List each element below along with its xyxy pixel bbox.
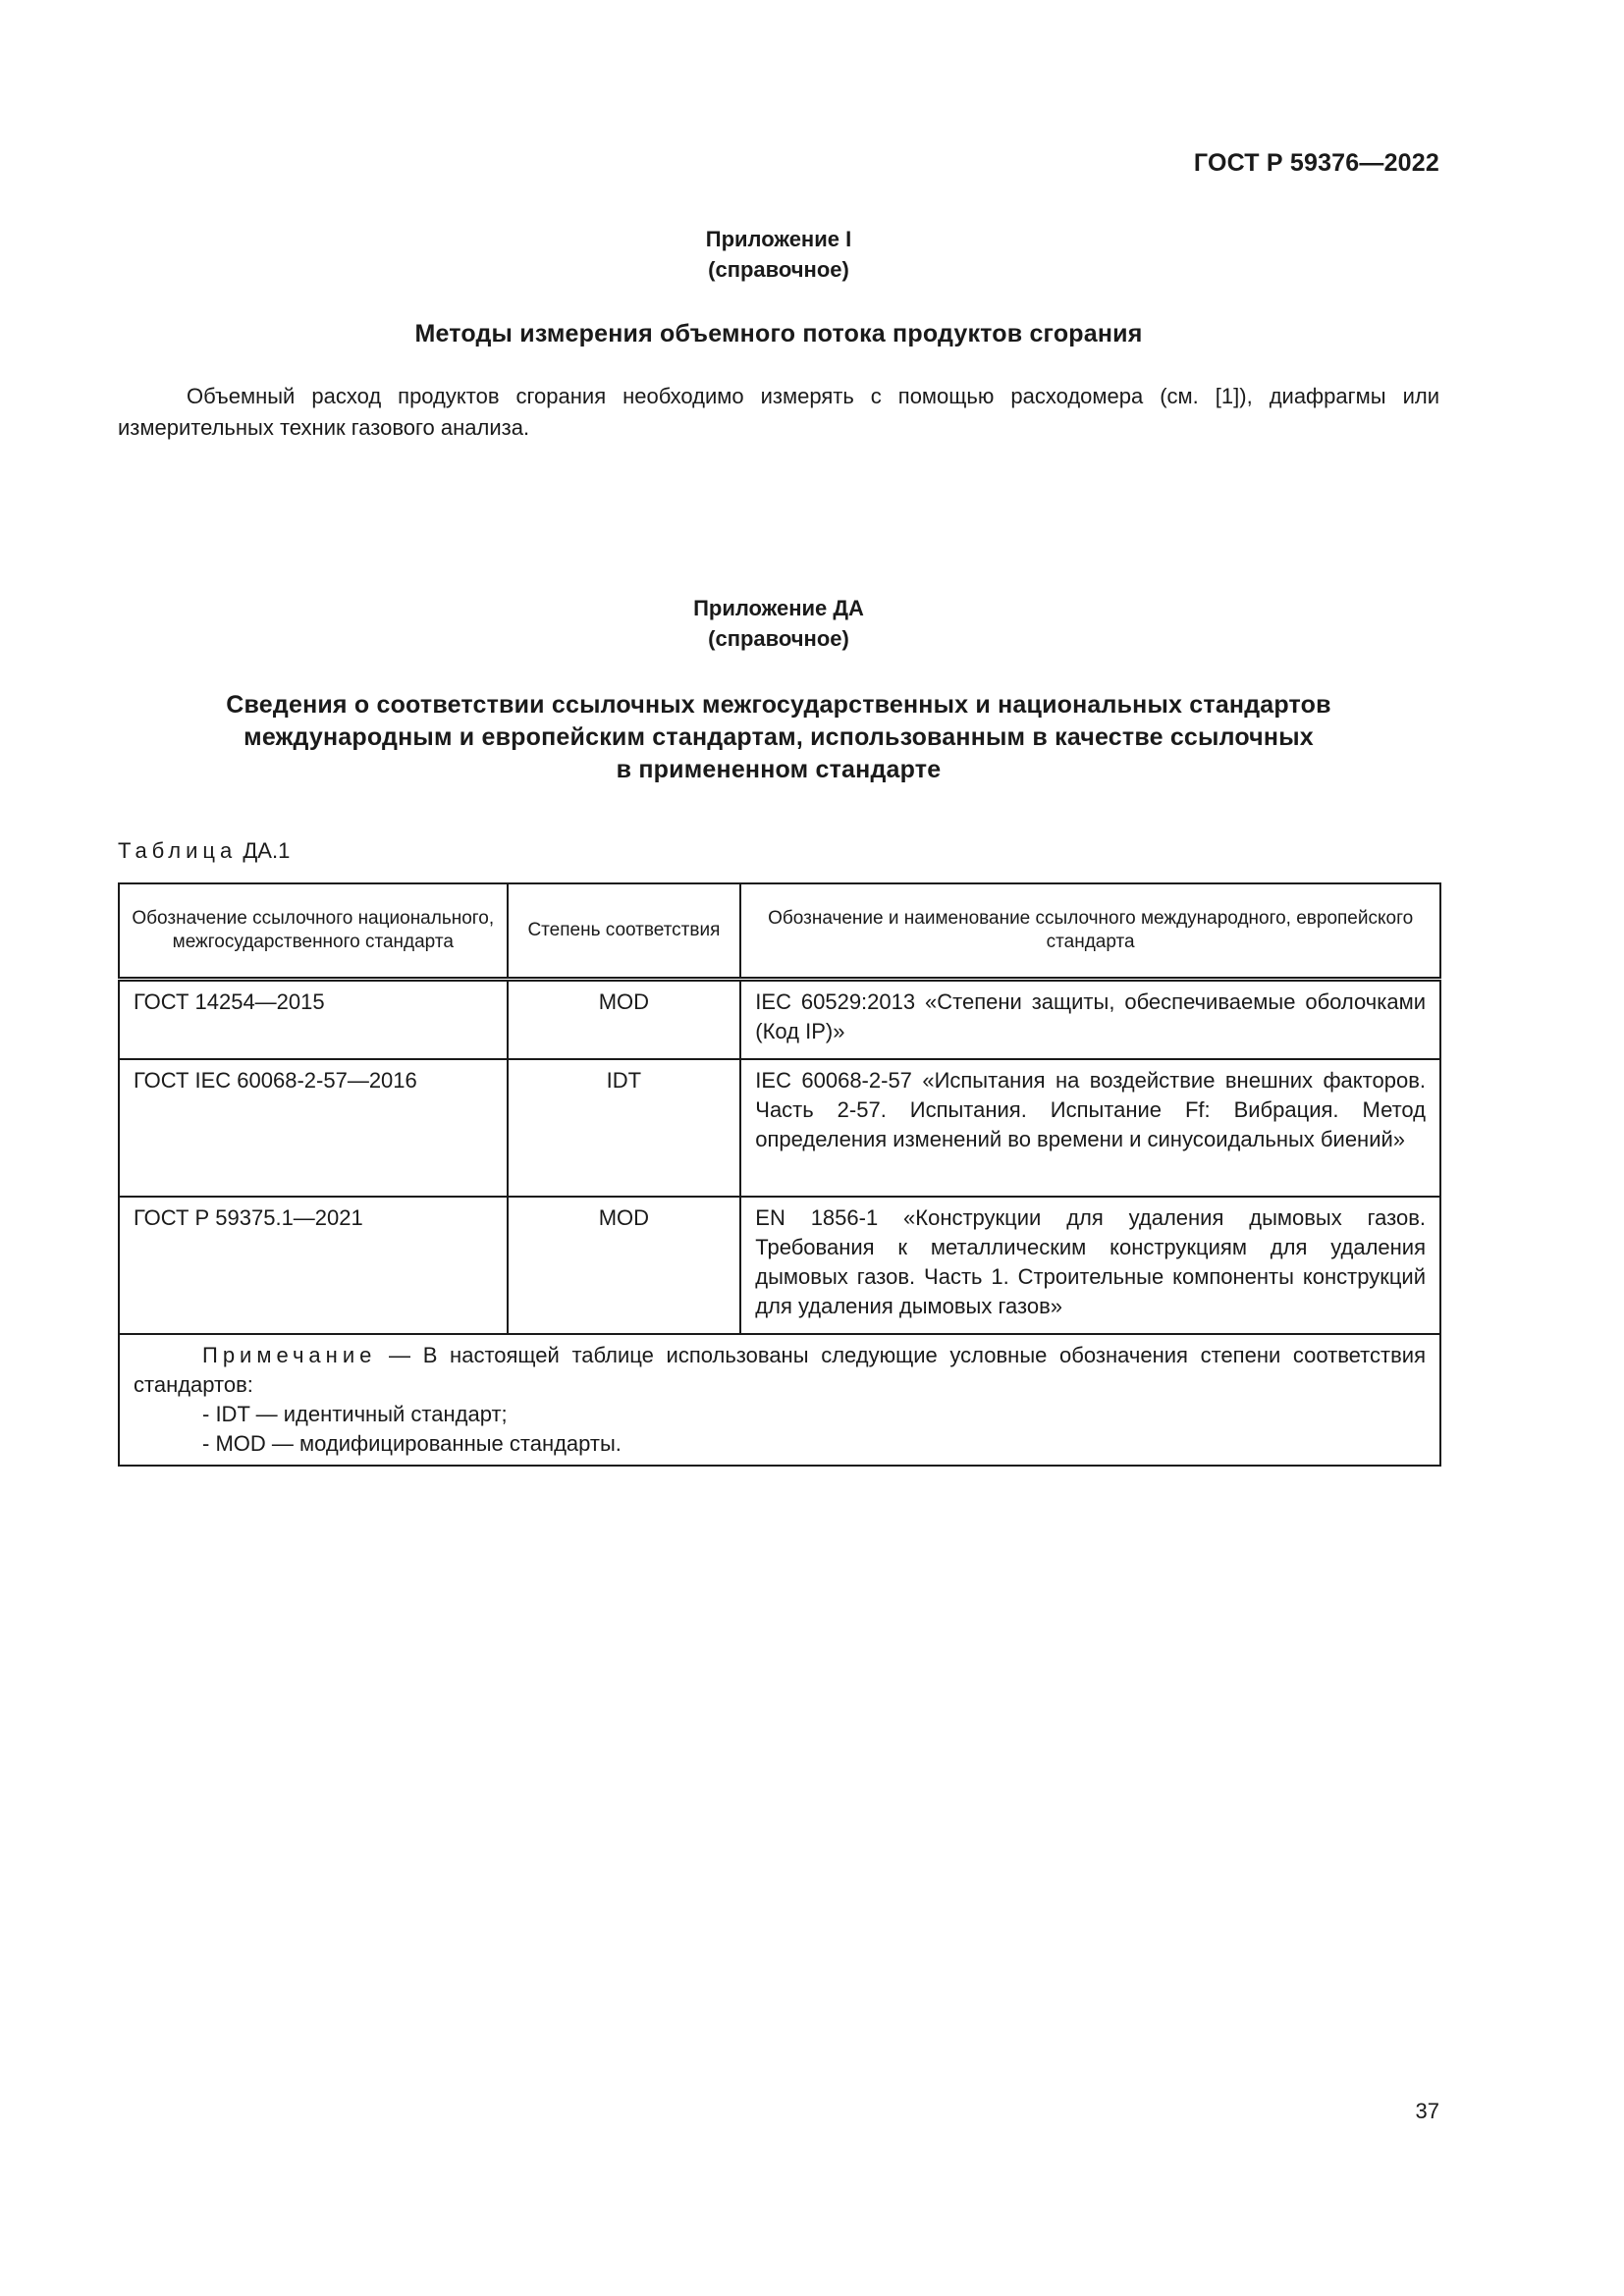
appendix-da-heading-block <box>118 689 1439 786</box>
table-note <box>119 1334 1440 1466</box>
note-text: В настоящей таблице использованы следующие условные обозначения степени соответствия стандартов: <box>134 1343 1426 1397</box>
appendix-da-heading-line1: Сведения о соответствии ссылочных межгосударственных и национальных стандартов <box>226 691 1331 719</box>
note-text-line <box>134 1341 1426 1400</box>
appendix-da-title: Приложение ДА <box>693 596 864 620</box>
appendix-i-title-block <box>118 224 1439 285</box>
appendix-i-paragraph: Объемный расход продуктов сгорания необходимо измерять с помощью расходомера (см. [1]), диафрагмы или измерительных техник газового анализа. <box>118 384 1439 440</box>
cell-national: ГОСТ Р 59375.1—2021 <box>119 1197 508 1334</box>
appendix-da-heading-line3: в примененном стандарте <box>616 756 942 783</box>
note-label: Примечание <box>202 1343 377 1367</box>
cell-degree: MOD <box>508 980 741 1060</box>
table-row <box>119 1059 1440 1197</box>
header-international-standard: Обозначение и наименование ссылочного международного, европейского стандарта <box>740 883 1440 980</box>
cell-degree: IDT <box>508 1059 741 1197</box>
appendix-i-paragraph-block <box>118 381 1439 444</box>
note-item-mod: - MOD — модифицированные стандарты. <box>202 1431 622 1456</box>
appendix-i-heading: Методы измерения объемного потока продуктов сгорания <box>414 320 1143 347</box>
reference-standards-table <box>118 882 1441 1467</box>
header-degree: Степень соответствия <box>508 883 741 980</box>
table-header-row <box>119 883 1440 980</box>
table-row <box>119 1197 1440 1334</box>
note-dash: — <box>376 1343 423 1367</box>
cell-national: ГОСТ 14254—2015 <box>119 980 508 1060</box>
cell-international: IEC 60068-2-57 «Испытания на воздействие внешних факторов. Часть 2-57. Испытания. Испытание Ff: Вибрация. Метод определения изменений во времени и синусоидальных биений» <box>740 1059 1440 1197</box>
table-note-row <box>119 1334 1440 1466</box>
appendix-da-heading-line2: международным и европейским стандартам, использованным в качестве ссылочных <box>244 723 1314 751</box>
appendix-i-subtitle: (справочное) <box>708 257 849 282</box>
appendix-da-title-block <box>118 593 1439 654</box>
page-number: 37 <box>1415 2099 1439 2123</box>
cell-international: IEC 60529:2013 «Степени защиты, обеспечиваемые оболочками (Код IP)» <box>740 980 1440 1060</box>
table-row <box>119 980 1440 1060</box>
cell-degree: MOD <box>508 1197 741 1334</box>
appendix-i-title: Приложение I <box>705 227 852 251</box>
cell-national: ГОСТ IEC 60068-2-57—2016 <box>119 1059 508 1197</box>
table-caption <box>118 838 290 864</box>
document-code: ГОСТ Р 59376—2022 <box>1193 149 1439 177</box>
appendix-da-subtitle: (справочное) <box>708 626 849 651</box>
header-national-standard: Обозначение ссылочного национального, межгосударственного стандарта <box>119 883 508 980</box>
table-caption-number: ДА.1 <box>243 838 291 863</box>
note-item-idt: - IDT — идентичный стандарт; <box>202 1402 508 1426</box>
appendix-i-heading-block <box>118 318 1439 350</box>
table-caption-word: Таблица <box>118 838 238 863</box>
cell-international: EN 1856-1 «Конструкции для удаления дымовых газов. Требования к металлическим конструкциям для удаления дымовых газов. Часть 1. Строительные компоненты конструкций для удаления дымовых газов» <box>740 1197 1440 1334</box>
